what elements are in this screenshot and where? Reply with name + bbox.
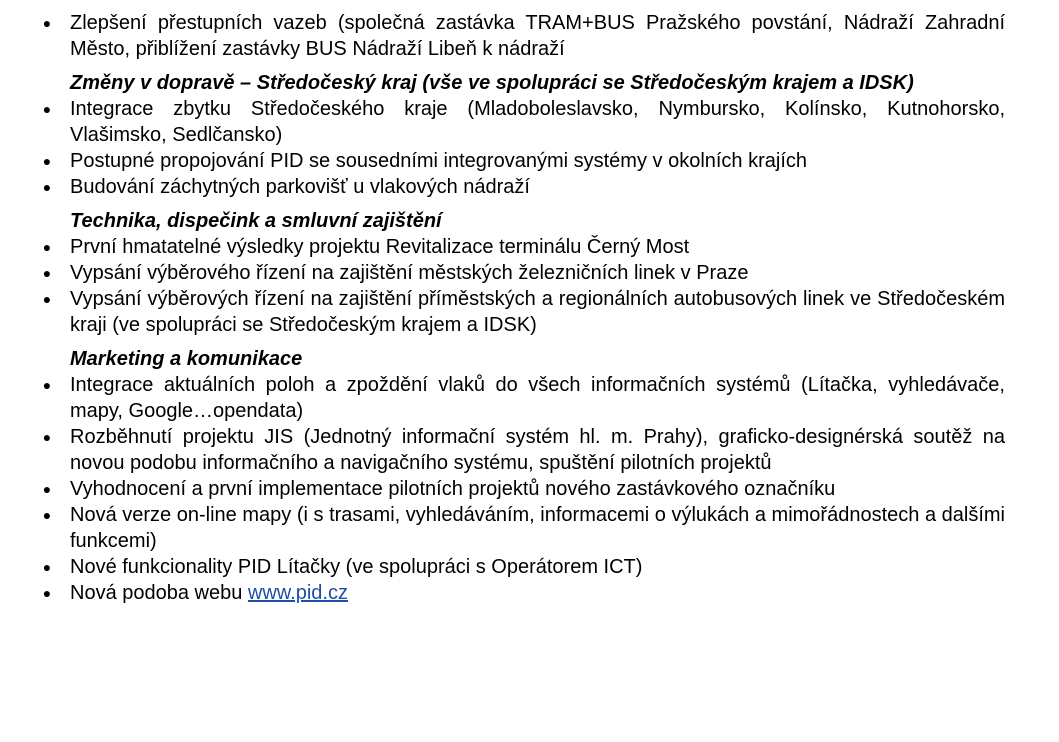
section-heading: Technika, dispečink a smluvní zajištění <box>70 210 442 232</box>
section-technology-dispatch <box>0 208 1059 338</box>
bullet-icon: ● <box>42 15 52 31</box>
list-item-text: Vypsání výběrového řízení na zajištění městských železničních linek v Praze <box>70 262 749 284</box>
list-item <box>42 554 1005 580</box>
bullet-icon: ● <box>42 239 52 255</box>
bullet-icon: ● <box>42 481 52 497</box>
list-item <box>42 174 1005 200</box>
list-item <box>42 286 1005 338</box>
section-public-transport-links <box>0 10 1059 62</box>
list-item-text: Postupné propojování PID se sousedními integrovanými systémy v okolních krajích <box>70 150 808 172</box>
list-item <box>42 96 1005 148</box>
section-heading: Marketing a komunikace <box>70 348 303 370</box>
list-item-text: Integrace zbytku Středočeského kraje (Mladoboleslavsko, Nymbursko, Kolínsko, Kutnohorsko, Vlašimsko, Sedlčansko) <box>70 98 1005 146</box>
bullet-list <box>0 10 1059 62</box>
list-item <box>42 424 1005 476</box>
section-heading: Změny v dopravě – Středočeský kraj (vše ve spolupráci se Středočeským krajem a IDSK) <box>70 72 914 94</box>
list-item-text: Integrace aktuálních poloh a zpoždění vlaků do všech informačních systémů (Lítačka, vyhledávače, mapy, Google…opendata) <box>70 374 1005 422</box>
list-item <box>42 580 1005 606</box>
bullet-icon: ● <box>42 291 52 307</box>
document-page <box>0 10 1059 606</box>
list-item-text: Rozběhnutí projektu JIS (Jednotný informační systém hl. m. Prahy), graficko-designérská soutěž na novou podobu informačního a navigačního systému, spuštění pilotních projektů <box>70 426 1005 474</box>
section-marketing-communication <box>0 346 1059 606</box>
list-item <box>42 10 1005 62</box>
list-item-text: Zlepšení přestupních vazeb (společná zastávka TRAM+BUS Pražského povstání, Nádraží Zahradní Město, přiblížení zastávky BUS Nádraží Libeň k nádraží <box>70 12 1005 60</box>
list-item <box>42 260 1005 286</box>
bullet-icon: ● <box>42 101 52 117</box>
bullet-icon: ● <box>42 377 52 393</box>
list-item <box>42 372 1005 424</box>
list-item-text: Vyhodnocení a první implementace pilotních projektů nového zastávkového označníku <box>70 478 836 500</box>
bullet-list <box>0 372 1059 606</box>
bullet-icon: ● <box>42 179 52 195</box>
list-item-text: Budování záchytných parkovišť u vlakových nádraží <box>70 176 530 198</box>
bullet-icon: ● <box>42 429 52 445</box>
list-item <box>42 148 1005 174</box>
pid-website-link[interactable]: www.pid.cz <box>247 582 348 604</box>
list-item <box>42 502 1005 554</box>
bullet-icon: ● <box>42 265 52 281</box>
list-item <box>42 476 1005 502</box>
bullet-icon: ● <box>42 153 52 169</box>
bullet-icon: ● <box>42 585 52 601</box>
bullet-icon: ● <box>42 559 52 575</box>
list-item <box>42 234 1005 260</box>
bullet-list <box>0 96 1059 200</box>
list-item-text: Nová podoba webu <box>70 582 248 604</box>
bullet-list <box>0 234 1059 338</box>
list-item-text: Vypsání výběrových řízení na zajištění příměstských a regionálních autobusových linek ve Středočeském kraji (ve spolupráci se Středočeským krajem a IDSK) <box>70 288 1005 336</box>
list-item-text: Nové funkcionality PID Lítačky (ve spolupráci s Operátorem ICT) <box>70 556 643 578</box>
section-central-bohemia <box>0 70 1059 200</box>
list-item-text: Nová verze on-line mapy (i s trasami, vyhledáváním, informacemi o výlukách a mimořádnostech a dalšími funkcemi) <box>70 504 1005 552</box>
list-item-text: První hmatatelné výsledky projektu Revitalizace terminálu Černý Most <box>70 236 690 258</box>
bullet-icon: ● <box>42 507 52 523</box>
